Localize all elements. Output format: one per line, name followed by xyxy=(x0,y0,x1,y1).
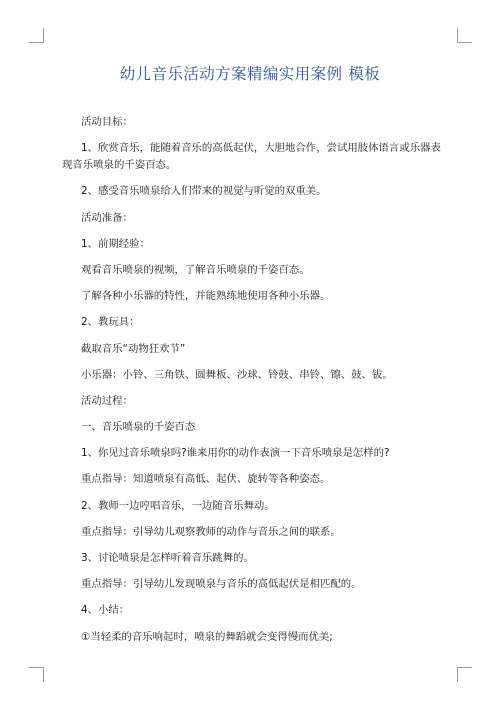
paragraph-preparation-heading: 活动准备： xyxy=(81,211,133,224)
paragraph-learn-instruments: 了解各种小乐器的特性，并能熟练地使用各种小乐器。 xyxy=(81,290,331,303)
paragraph-step-3: 3、讨论喷泉是怎样听着音乐跳舞的。 xyxy=(81,552,254,564)
paragraph-prior-experience: 1、前期经验： xyxy=(81,237,150,250)
paragraph-summary-point-1: ①当轻柔的音乐响起时，喷泉的舞蹈就会变得慢而优美; xyxy=(81,630,333,643)
page-corner-mark-top-left xyxy=(29,28,44,43)
document-body xyxy=(62,114,448,646)
paragraph-activity-goals-heading: 活动目标： xyxy=(81,116,133,128)
paragraph-guidance-1: 重点指导：知道喷泉有高低、起伏、旋转等各种姿态。 xyxy=(81,473,331,486)
paragraph-summary-heading: 4、小结： xyxy=(81,604,130,617)
paragraph-guidance-3: 重点指导：引导幼儿发现喷泉与音乐的高低起伏是相匹配的。 xyxy=(81,578,362,591)
paragraph-process-heading: 活动过程： xyxy=(81,394,133,407)
page-corner-mark-top-right xyxy=(457,28,472,43)
paragraph-step-1: 1、你见过音乐喷泉吗?谁来用你的动作表演一下音乐喷泉是怎样的? xyxy=(81,447,390,460)
document-title-suffix: 模板 xyxy=(348,65,381,83)
paragraph-watch-video: 观看音乐喷泉的视频，了解音乐喷泉的千姿百态。 xyxy=(81,263,310,276)
page-corner-mark-bottom-left xyxy=(29,667,44,682)
document-title-main: 幼儿音乐活动方案精编实用案例 xyxy=(119,65,343,83)
paragraph-goal-1: 1、欣赏音乐，能随着音乐的高低起伏，大胆地合作，尝试用肢体语言或乐器表现音乐喷泉的千姿百态。 xyxy=(62,142,441,172)
paragraph-music-excerpt: 截取音乐“动物狂欢节” xyxy=(81,342,186,355)
page-corner-mark-bottom-right xyxy=(457,667,472,682)
document-title xyxy=(0,62,500,84)
paragraph-goal-2: 2、感受音乐喷泉给人们带来的视觉与听觉的双重美。 xyxy=(81,185,327,198)
paragraph-small-instruments: 小乐器：小铃、三角铁、圆舞板、沙球、铃鼓、串铃、镲、鼓、钹。 xyxy=(81,368,393,381)
paragraph-step-2: 2、教师一边哼唱音乐，一边随音乐舞动。 xyxy=(81,499,275,512)
paragraph-guidance-2: 重点指导：引导幼儿观察教师的动作与音乐之间的联系。 xyxy=(81,525,341,538)
paragraph-section-one: 一、音乐喷泉的千姿百态 xyxy=(81,421,196,434)
paragraph-teaching-toys: 2、教玩具： xyxy=(81,316,140,329)
